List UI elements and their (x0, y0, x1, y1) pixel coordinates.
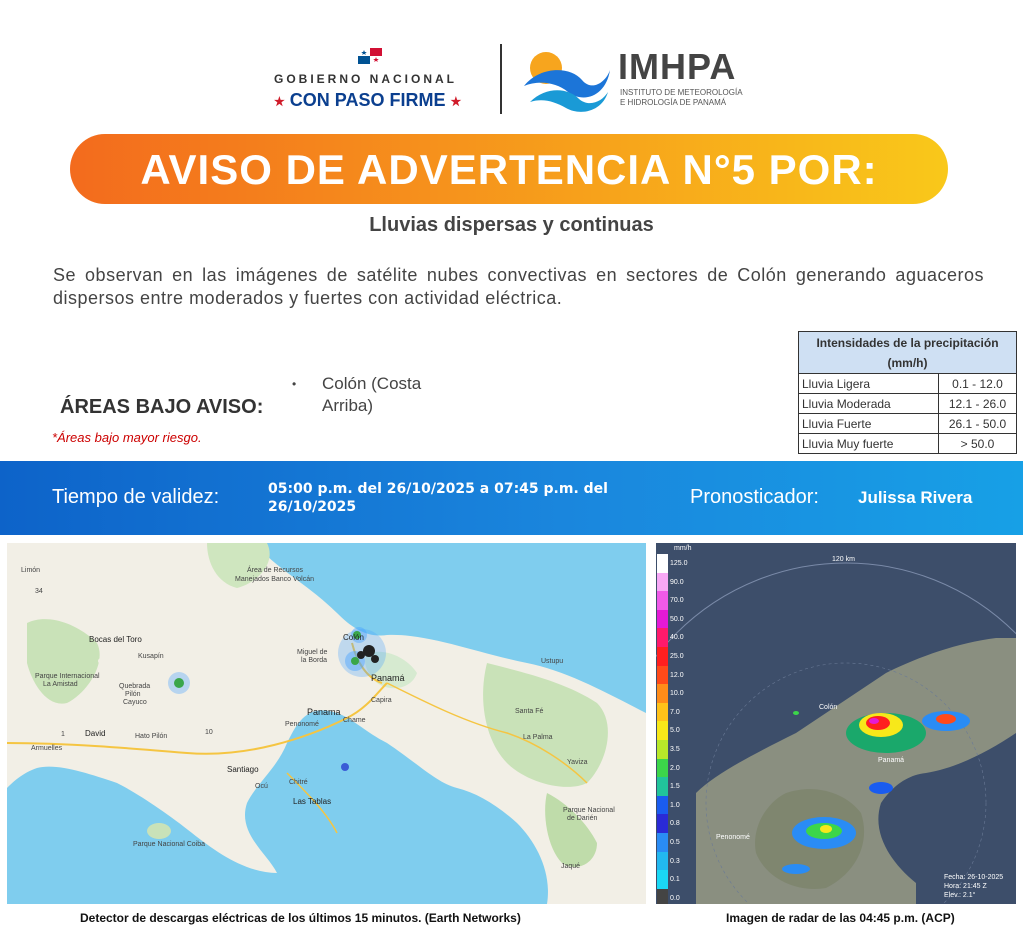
map-label-colon: Colón (343, 633, 364, 642)
map-label-borda: la Borda (301, 657, 328, 664)
imhpa-sub-line-1: INSTITUTO DE METEOROLOGÍA (620, 88, 743, 97)
map-label-david: David (85, 729, 106, 738)
radar-date: Fecha: 26-10-2025 (944, 874, 1004, 881)
table-row (799, 394, 1017, 414)
radar-scale-tick: 0.3 (670, 857, 680, 865)
radar-scale-cell (657, 666, 668, 686)
intensity-table-header: Intensidades de la precipitación (mm/h) (799, 332, 1017, 374)
government-slogan (274, 90, 461, 111)
map-label-capira: Capira (371, 697, 392, 704)
radar-scale-cell (657, 628, 668, 648)
map-label-bocas: Bocas del Toro (89, 635, 142, 644)
star-icon: ★ (274, 94, 285, 109)
area-item: Colón (Costa Arriba) (322, 374, 422, 415)
radar-panama: Panamá (878, 757, 905, 764)
government-top-text: GOBIERNO NACIONAL (274, 72, 457, 86)
radar-image (656, 543, 1016, 904)
radar-scale-cell (657, 889, 668, 904)
map-label-amistad: Parque Internacional (35, 673, 100, 680)
map-label-pilon: Pilón (125, 691, 141, 698)
map-label-ustupu: Ustupu (541, 658, 564, 665)
radar-scale-tick: 50.0 (670, 615, 684, 623)
intensity-range: 26.1 - 50.0 (939, 414, 1017, 434)
map-label-panama-country: Panama (307, 707, 341, 717)
map-label-chame: Chame (343, 717, 366, 724)
map-label-miguel: Miguel de (297, 649, 328, 656)
radar-scale-cell (657, 870, 668, 890)
imhpa-sub-line-2: E HIDROLOGÍA DE PANAMÁ (620, 98, 727, 107)
forecaster-name: Julissa Rivera (858, 488, 973, 507)
imhpa-name: IMHPA (618, 46, 737, 87)
radar-scale-cell (657, 833, 668, 853)
warning-description: Se observan en las imágenes de satélite nubes convectivas en sectores de Colón generando aguaceros dispersos entre moderados y fuertes con actividad eléctrica. (53, 265, 984, 308)
radar-scale-tick: 7.0 (670, 708, 680, 716)
forecaster-label: Pronosticador: (690, 486, 819, 508)
warning-title: AVISO DE ADVERTENCIA N°5 POR: (140, 146, 878, 193)
map-label-ocu: Ocú (255, 783, 268, 790)
lightning-map (7, 543, 646, 904)
radar-scale-tick: 0.8 (670, 820, 680, 828)
imhpa-logo-icon (520, 46, 612, 114)
radar-scale-tick: 70.0 (670, 597, 684, 605)
panama-flag-icon (358, 48, 382, 64)
radar-scale-tick: 3.5 (670, 746, 680, 753)
map-terrain (7, 543, 646, 904)
intensity-range: > 50.0 (939, 434, 1017, 454)
map-label-darien: Parque Nacional (563, 807, 615, 814)
map-label-las-tablas: Las Tablas (293, 797, 332, 806)
radar-scale-tick: 40.0 (670, 634, 684, 642)
radar-scale-cell (657, 759, 668, 779)
star-icon: ★ (450, 94, 462, 109)
intensity-label: Lluvia Muy fuerte (799, 434, 939, 454)
radar-hour: Hora: 21:45 Z (944, 883, 987, 890)
radar-scale-cell (657, 796, 668, 816)
radar-scale-cell (657, 591, 668, 611)
radar-scale-cell (657, 721, 668, 741)
map-label-cayuco: Cayuco (123, 699, 147, 706)
slogan-text: CON PASO FIRME (289, 90, 446, 110)
radar-penonome: Penonomé (716, 834, 750, 841)
radar-scale-tick: 0.5 (670, 839, 680, 846)
header-divider (500, 44, 502, 114)
map-label-kusapin: Kusapín (138, 653, 164, 660)
radar-scale-tick: 5.0 (670, 727, 680, 735)
radar-scale-tick: 1.5 (670, 783, 680, 791)
validity-label: Tiempo de validez: (52, 486, 220, 508)
map-label-quebrada: Quebrada (119, 683, 151, 690)
validity-range: 05:00 p.m. del 26/10/2025 a 07:45 p.m. del 26/10/2025 (268, 481, 608, 515)
areas-list (292, 373, 462, 417)
map-label-jaque: Jaqué (561, 863, 581, 870)
radar-scale-cell (657, 554, 668, 574)
radar-scale-tick: 0.1 (670, 876, 680, 884)
lightning-map-caption: Detector de descargas eléctricas de los últimos 15 minutos. (Earth Networks) (80, 911, 521, 925)
intensity-label: Lluvia Moderada (799, 394, 939, 414)
radar-scale-cell (657, 852, 668, 872)
radar-scale-cell (657, 573, 668, 593)
map-label-penonome: Penonomé (285, 721, 319, 728)
radar-scale-tick: 1.0 (670, 801, 680, 809)
map-label-amistad-2: La Amistad (43, 681, 78, 688)
radar-scale-tick: 90.0 (670, 578, 684, 586)
intensity-table (798, 331, 1017, 454)
radar-scale-cell (657, 703, 668, 723)
map-label-reserve: Área de Recursos (247, 567, 304, 574)
intensity-range: 0.1 - 12.0 (939, 374, 1017, 394)
radar-colon: Colón (819, 704, 838, 711)
radar-scale-cell (657, 684, 668, 704)
table-row (799, 374, 1017, 394)
map-label-la-palma: La Palma (523, 734, 553, 741)
map-label-chitre: Chitré (289, 779, 308, 786)
radar-scale-cell (657, 740, 668, 760)
radar-elev: Elev.: 2.1° (944, 892, 976, 899)
road-number: 1 (61, 731, 65, 738)
map-label-armuelles: Armuelles (31, 745, 63, 752)
road-number: 34 (35, 588, 43, 595)
table-row (799, 414, 1017, 434)
radar-scale-tick: 2.0 (670, 764, 680, 772)
government-logo (268, 48, 488, 118)
map-label-santa-fe: Santa Fé (515, 708, 544, 715)
radar-unit: mm/h (674, 545, 692, 552)
warning-subtitle: Lluvias dispersas y continuas (369, 214, 654, 236)
map-label-hato-pilon: Hato Pilón (135, 733, 168, 740)
intensity-label: Lluvia Fuerte (799, 414, 939, 434)
validity-bar (0, 461, 1023, 535)
imhpa-subtitle (620, 88, 760, 108)
radar-scale-cell (657, 647, 668, 667)
radar-scale-tick: 10.0 (670, 690, 684, 698)
bullet-icon: • (292, 377, 297, 391)
radar-scale-cell (657, 610, 668, 630)
map-label-yaviza: Yaviza (567, 759, 588, 766)
table-row (799, 434, 1017, 454)
radar-scale-cell (657, 777, 668, 797)
risk-note: *Áreas bajo mayor riesgo. (52, 430, 202, 445)
radar-scale-tick: 125.0 (670, 560, 688, 567)
radar-scale-tick: 0.0 (670, 894, 680, 902)
radar-scale-tick: 12.0 (670, 671, 684, 679)
map-label-panama-city: Panamá (371, 673, 405, 683)
map-label-limon: Limón (21, 567, 41, 574)
map-label-darien-2: de Darién (567, 815, 598, 822)
intensity-range: 12.1 - 26.0 (939, 394, 1017, 414)
radar-caption: Imagen de radar de las 04:45 p.m. (ACP) (726, 911, 955, 925)
radar-scale-cell (657, 814, 668, 834)
road-number: 10 (205, 729, 213, 736)
map-label-santiago: Santiago (227, 765, 259, 774)
map-label-coiba: Parque Nacional Coiba (133, 841, 205, 848)
intensity-label: Lluvia Ligera (799, 374, 939, 394)
radar-scale-tick: 25.0 (670, 653, 684, 660)
radar-range: 120 km (832, 556, 855, 563)
title-banner (70, 134, 948, 204)
map-label-reserve-2: Manejados Banco Volcán (235, 576, 314, 583)
radar-terrain (656, 543, 1016, 904)
areas-label: ÁREAS BAJO AVISO: (60, 396, 264, 418)
